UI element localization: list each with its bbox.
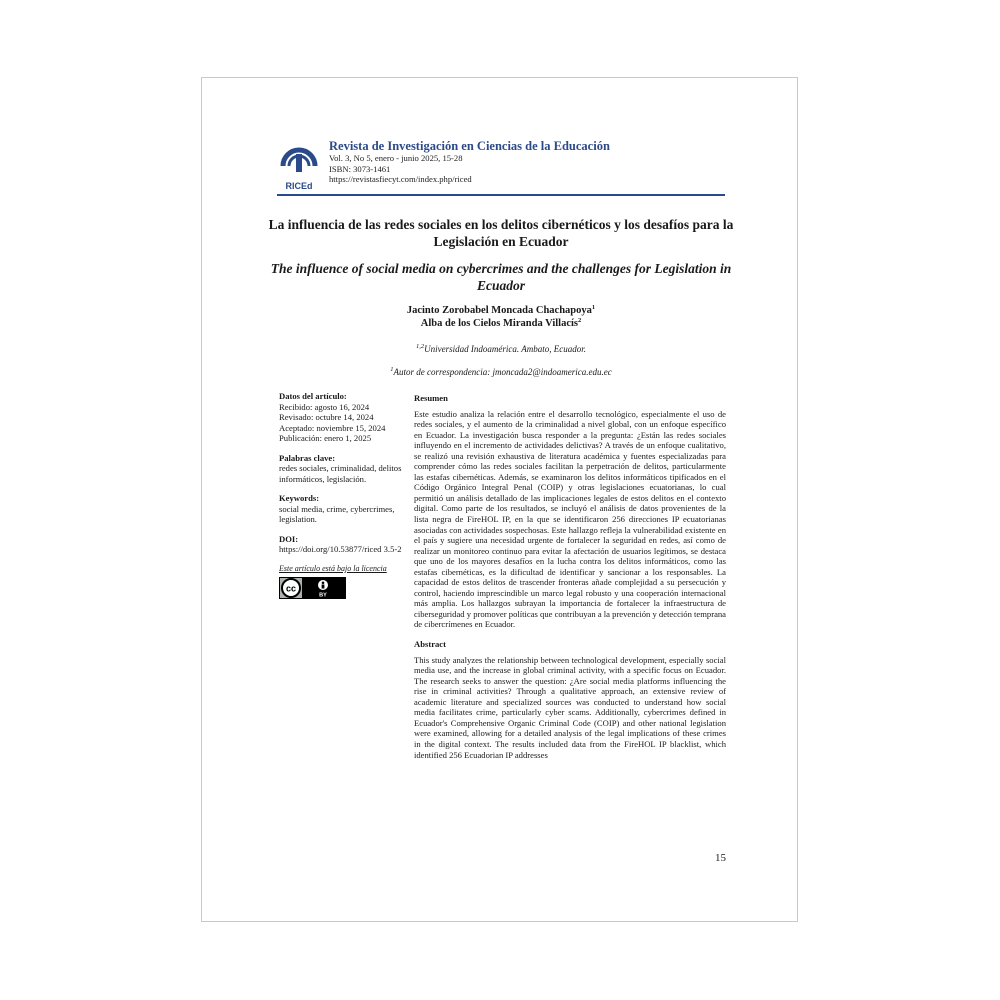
date-published: Publicación: enero 1, 2025 xyxy=(279,433,372,443)
abstract-text: This study analyzes the relationship between technological development, especially social media use, and the increase in global criminal activity, with a specific focus on Ecuador. The research seeks to answer the question: ¿Are social media platforms influencing the rise in criminal activities? Through a qualitative approach, an extensive review of academic literature and specialized sources was conducted to understand how social media facilitates crime, particularly cyber scams. Additionally, cybercrimes defined in Ecuador's Comprehensive Organic Criminal Code (COIP) and other national legislation were examined, allowing for a detailed analysis of the legal implications of these crimes in the digital context. The results included data from the FireHOL IP blacklist, which identified 256 Ecuadorian IP addresses xyxy=(414,654,726,760)
journal-volume: Vol. 3, No 5, enero - junio 2025, 15-28 xyxy=(329,153,463,163)
correspondence xyxy=(262,367,740,378)
logo-text: RICEd xyxy=(285,181,313,191)
author-1-sup: 1 xyxy=(591,304,596,311)
correspondence-sup: 1 xyxy=(390,366,394,373)
author-2-name: Alba de los Cielos Miranda Villacís xyxy=(420,318,578,329)
cc-badge-left-text: cc xyxy=(285,583,297,594)
journal-info xyxy=(329,139,610,185)
article-dates xyxy=(279,391,409,444)
correspondence-text: Autor de correspondencia: jmoncada2@indoamerica.edu.ec xyxy=(393,367,612,377)
keywords-heading: Keywords: xyxy=(279,493,320,503)
page-number: 15 xyxy=(715,852,726,864)
author-2 xyxy=(262,317,740,330)
affiliation-text: Universidad Indoamérica. Ambato, Ecuador. xyxy=(424,344,586,354)
palabras-clave xyxy=(279,453,409,485)
abstract-heading: Abstract xyxy=(414,639,446,650)
palabras-heading: Palabras clave: xyxy=(279,452,336,463)
cc-badge-right-text: BY xyxy=(319,592,327,599)
keywords xyxy=(279,493,409,525)
journal-logo-icon xyxy=(277,140,321,192)
dates-heading: Datos del artículo: xyxy=(279,391,347,401)
author-1-name: Jacinto Zorobabel Moncada Chachapoya xyxy=(406,305,592,316)
doi-link[interactable]: https://doi.org/10.53877/riced 3.5-2 xyxy=(279,544,402,554)
journal-url[interactable]: https://revistasfiecyt.com/index.php/riced xyxy=(329,174,472,185)
license-link[interactable]: Este artículo está bajo la licencia xyxy=(279,563,387,573)
journal-title: Revista de Investigación en Ciencias de la Educación xyxy=(329,139,610,153)
date-received: Recibido: agosto 16, 2024 xyxy=(279,401,370,412)
paper-page xyxy=(201,77,798,922)
journal-issn: ISBN: 3073-1461 xyxy=(329,163,391,174)
author-1 xyxy=(262,304,740,317)
journal-header xyxy=(277,136,725,196)
affiliation-sup: 1,2 xyxy=(416,343,425,350)
article-title-en: The influence of social media on cybercrimes and the challenges for Legislation in Ecuador xyxy=(270,261,732,293)
keywords-text: social media, crime, cybercrimes, legislation. xyxy=(279,503,395,524)
author-2-sup: 2 xyxy=(577,317,582,324)
header-rule xyxy=(277,194,725,196)
date-revised: Revisado: octubre 14, 2024 xyxy=(279,412,374,422)
doi-block xyxy=(279,534,409,555)
date-accepted: Aceptado: noviembre 15, 2024 xyxy=(279,422,386,433)
article-title-es: La influencia de las redes sociales en los delitos cibernéticos y los desafíos para la Legislación en Ecuador xyxy=(268,217,734,249)
license-block xyxy=(279,564,409,600)
affiliation xyxy=(262,344,740,355)
author-list xyxy=(262,304,740,330)
resumen-text: Este estudio analiza la relación entre el desarrollo tecnológico, especialmente el uso de redes sociales, y el aumento de la criminalidad a nivel global, con un enfoque específico en Ecuador. La investigación busca responder a la pregunta: ¿Están las redes sociales influyendo en el incremento de actividades delictivas? A través de un enfoque cualitativo, se realizó una revisión exhaustiva de literatura académica y fuentes especializadas para comprender cómo las redes sociales facilitan la perpetración de delitos, particularmente las estafas cibernéticas. Además, se examinaron los delitos informáticos tipificados en el Código Orgánico Integral Penal (COIP) y otras legislaciones ecuatorianas, lo cual permitió un análisis detallado de las implicaciones legales de estos delitos en el contexto digital. Como parte de los resultados, se incluyó el análisis de datos provenientes de la lista negra de FireHOL IP, en la que se identificaron 256 direcciones IP ecuatorianas asociadas con actividades sospechosas. Este hallazgo refleja la vulnerabilidad existente en el país y sugiere una necesidad urgente de fortalecer la seguridad en redes, así como de realizar un monitoreo continuo para evitar la afectación de usuarios legítimos, se destaca que uno de los mayores desafíos en la lucha contra los delitos informáticos, como las estafas cibernéticas, es la dificultad de identificar y sancionar a los responsables. La capacidad de estos delitos de trascender fronteras añade complejidad a su persecución y control, haciendo imprescindible un marco legal robusto y una cooperación internacional más amplia. Los hallazgos subrayan la importancia de fortalecer la infraestructura de ciberseguridad y promover políticas que contribuyan a la prevención y detección temprana de cibercrímenes en Ecuador. xyxy=(414,408,726,630)
article-sidebar xyxy=(279,391,409,608)
cc-by-license-icon[interactable] xyxy=(279,577,346,599)
main-column xyxy=(414,393,726,769)
doi-heading: DOI: xyxy=(279,533,299,544)
resumen-heading: Resumen xyxy=(414,393,448,403)
palabras-text: redes sociales, criminalidad, delitos informáticos, legislación. xyxy=(279,463,402,484)
